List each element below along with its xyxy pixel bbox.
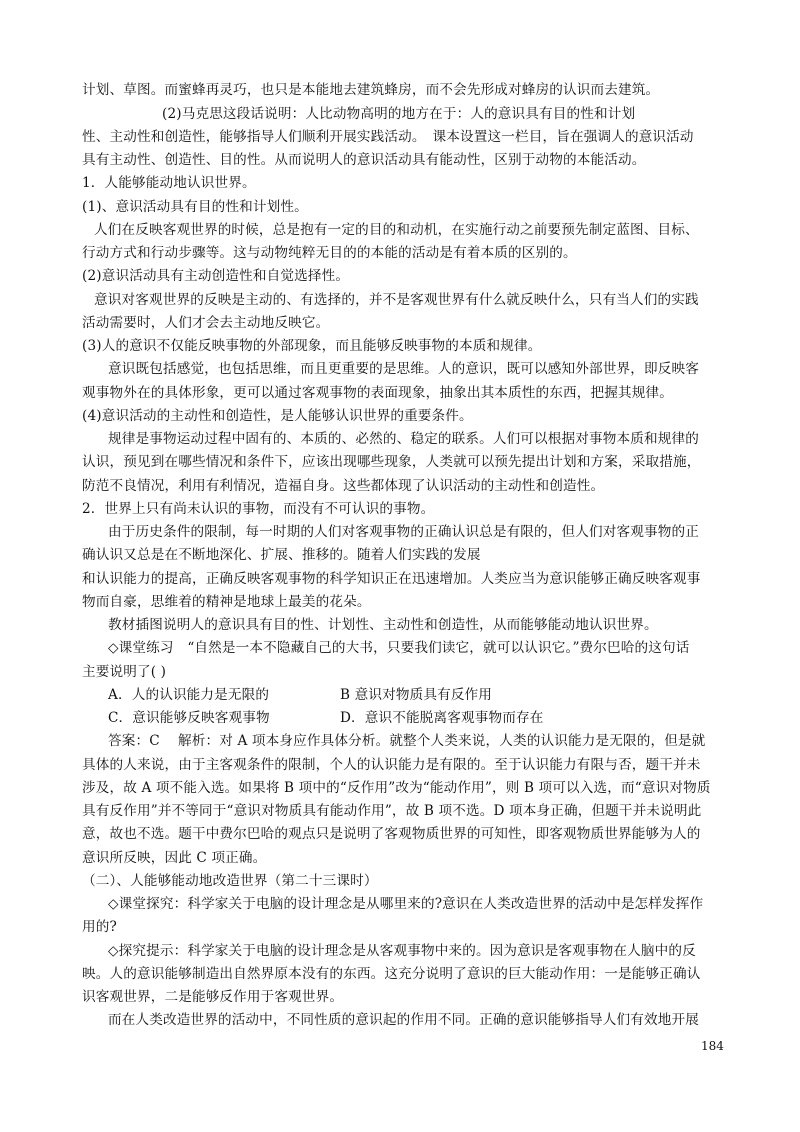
text-line: 计划、草图。而蜜蜂再灵巧，也只是本能地去建筑蜂房，而不会先形成对蜂房的认识而去建筑。 bbox=[82, 82, 660, 98]
subsection-heading: (2)意识活动具有主动创造性和自觉选择性。 bbox=[82, 268, 350, 284]
text-line: 意识对客观世界的反映是主动的、有选择的，并不是客观世界有什么就反映什么，只有当人们的实践 bbox=[94, 292, 699, 308]
text-line: (2)马克思这段话说明：人比动物高明的地方在于：人的意识具有目的性和计划 bbox=[162, 106, 636, 122]
option-a: A．人的认识能力是无限的 bbox=[108, 687, 270, 703]
text-line: 防范不良情况，利用有利情况，造福自身。这些都体现了认识活动的主动性和创造性。 bbox=[82, 478, 605, 494]
text-line: 用的? bbox=[82, 919, 117, 935]
text-line: 映。人的意识能够制造出自然界原本没有的东西。这充分说明了意识的巨大能动作用：一是能够正确认 bbox=[82, 966, 701, 982]
subsection-heading: (3)人的意识不仅能反映事物的外部现象，而且能够反映事物的本质和规律。 bbox=[82, 338, 542, 354]
text-line: 涉及，故 A 项不能入选。如果将 B 项中的“反作用”改为“能动作用”，则 B 项可以入选，而“意识对物质 bbox=[82, 780, 711, 796]
section-heading: 1．人能够能动地认识世界。 bbox=[82, 175, 256, 191]
text-line: 意，故也不选。题干中费尔巴哈的观点只是说明了客观物质世界的可知性，即客观物质世界能够为人的 bbox=[82, 826, 701, 842]
section-heading: 2．世界上只有尚未认识的事物，而没有不可认识的事物。 bbox=[82, 501, 435, 517]
text-line: 性、主动性和创造性，能够指导人们顺利开展实践活动。 课本设置这一栏目，旨在强调人的意识活动 bbox=[82, 129, 694, 145]
text-line: 物而自豪，思维着的精神是地球上最美的花朵。 bbox=[82, 594, 371, 610]
text-line: 和认识能力的提高，正确反映客观事物的科学知识正在迅速增加。人类应当为意识能够正确反映客观事 bbox=[82, 571, 701, 587]
exercise-question: ◇课堂练习 “自然是一本不隐藏自己的大书，只要我们读它，就可以认识它。”费尔巴哈的这句话 bbox=[108, 640, 690, 656]
subsection-heading: (4)意识活动的主动性和创造性，是人能够认识世界的重要条件。 bbox=[82, 408, 473, 424]
text-line: 观事物外在的具体形象，更可以通过客观事物的表面现象，抽象出其本质性的东西，把握其规律。 bbox=[82, 385, 673, 401]
option-b: B 意识对物质具有反作用 bbox=[340, 687, 493, 703]
text-line: ◇探究提示：科学家关于电脑的设计理念是从客观事物中来的。因为意识是客观事物在人脑中的反 bbox=[108, 943, 696, 959]
subsection-heading: (1)、意识活动具有目的性和计划性。 bbox=[82, 199, 308, 215]
text-line: 行动方式和行动步骤等。这与动物纯粹无目的的本能的活动是有着本质的区别的。 bbox=[82, 245, 577, 261]
text-line: 具体的人来说，由于主客观条件的限制，个人的认识能力是有限的。至于认识能力有限与否，题干并未 bbox=[82, 757, 701, 773]
option-d: D．意识不能脱离客观事物而存在 bbox=[340, 710, 544, 726]
text-line: 识客观世界，二是能够反作用于客观世界。 bbox=[82, 989, 344, 1005]
option-c: C．意识能够反映客观事物 bbox=[108, 710, 270, 726]
text-line: 具有反作用”并不等同于“意识对物质具有能动作用”，故 B 项不选。D 项本身正确，但题干并未说明此 bbox=[82, 803, 702, 819]
text-line: 意识所反映，因此 C 项正确。 bbox=[82, 850, 267, 866]
text-line: 确认识又总是在不断地深化、扩展、推移的。随着人们实践的发展 bbox=[82, 547, 481, 563]
text-line: 意识既包括感觉，也包括思维，而且更重要的是思维。人的意识，既可以感知外部世界，即反映客 bbox=[108, 361, 699, 377]
page-number: 184 bbox=[701, 1039, 724, 1053]
text-line: 而在人类改造世界的活动中，不同性质的意识起的作用不同。正确的意识能够指导人们有效地开展 bbox=[108, 1012, 699, 1028]
answer-line: 答案：C 解析：对 A 项本身应作具体分析。就整个人类来说，人类的认识能力是无限的，但是就 bbox=[108, 733, 706, 749]
text-line: 由于历史条件的限制，每一时期的人们对客观事物的正确认识总是有限的，但人们对客观事物的正 bbox=[108, 524, 699, 540]
text-line: 具有主动性、创造性、目的性。从而说明人的意识活动具有能动性，区别于动物的本能活动。 bbox=[82, 152, 646, 168]
text-line: 教材插图说明人的意识具有目的性、计划性、主动性和创造性，从而能够能动地认识世界。 bbox=[108, 617, 658, 633]
text-line: 人们在反映客观世界的时候，总是抱有一定的目的和动机，在实施行动之前要预先制定蓝图、目标、 bbox=[94, 222, 699, 238]
text-line: 规律是事物运动过程中固有的、本质的、必然的、稳定的联系。人们可以根据对事物本质和规律的 bbox=[108, 431, 699, 447]
text-line: ◇课堂探究：科学家关于电脑的设计理念是从哪里来的?意识在人类改造世界的活动中是怎样发挥作 bbox=[108, 896, 704, 912]
exercise-question: 主要说明了( ) bbox=[82, 664, 167, 680]
section-heading: （二）、人能够能动地改造世界（第二十三课时） bbox=[82, 873, 378, 889]
text-line: 认识，预见到在哪些情况和条件下，应该出现哪些现象，人类就可以预先提出计划和方案，采取措施， bbox=[82, 454, 701, 470]
text-line: 活动需要时，人们才会去主动地反映它。 bbox=[82, 315, 330, 331]
